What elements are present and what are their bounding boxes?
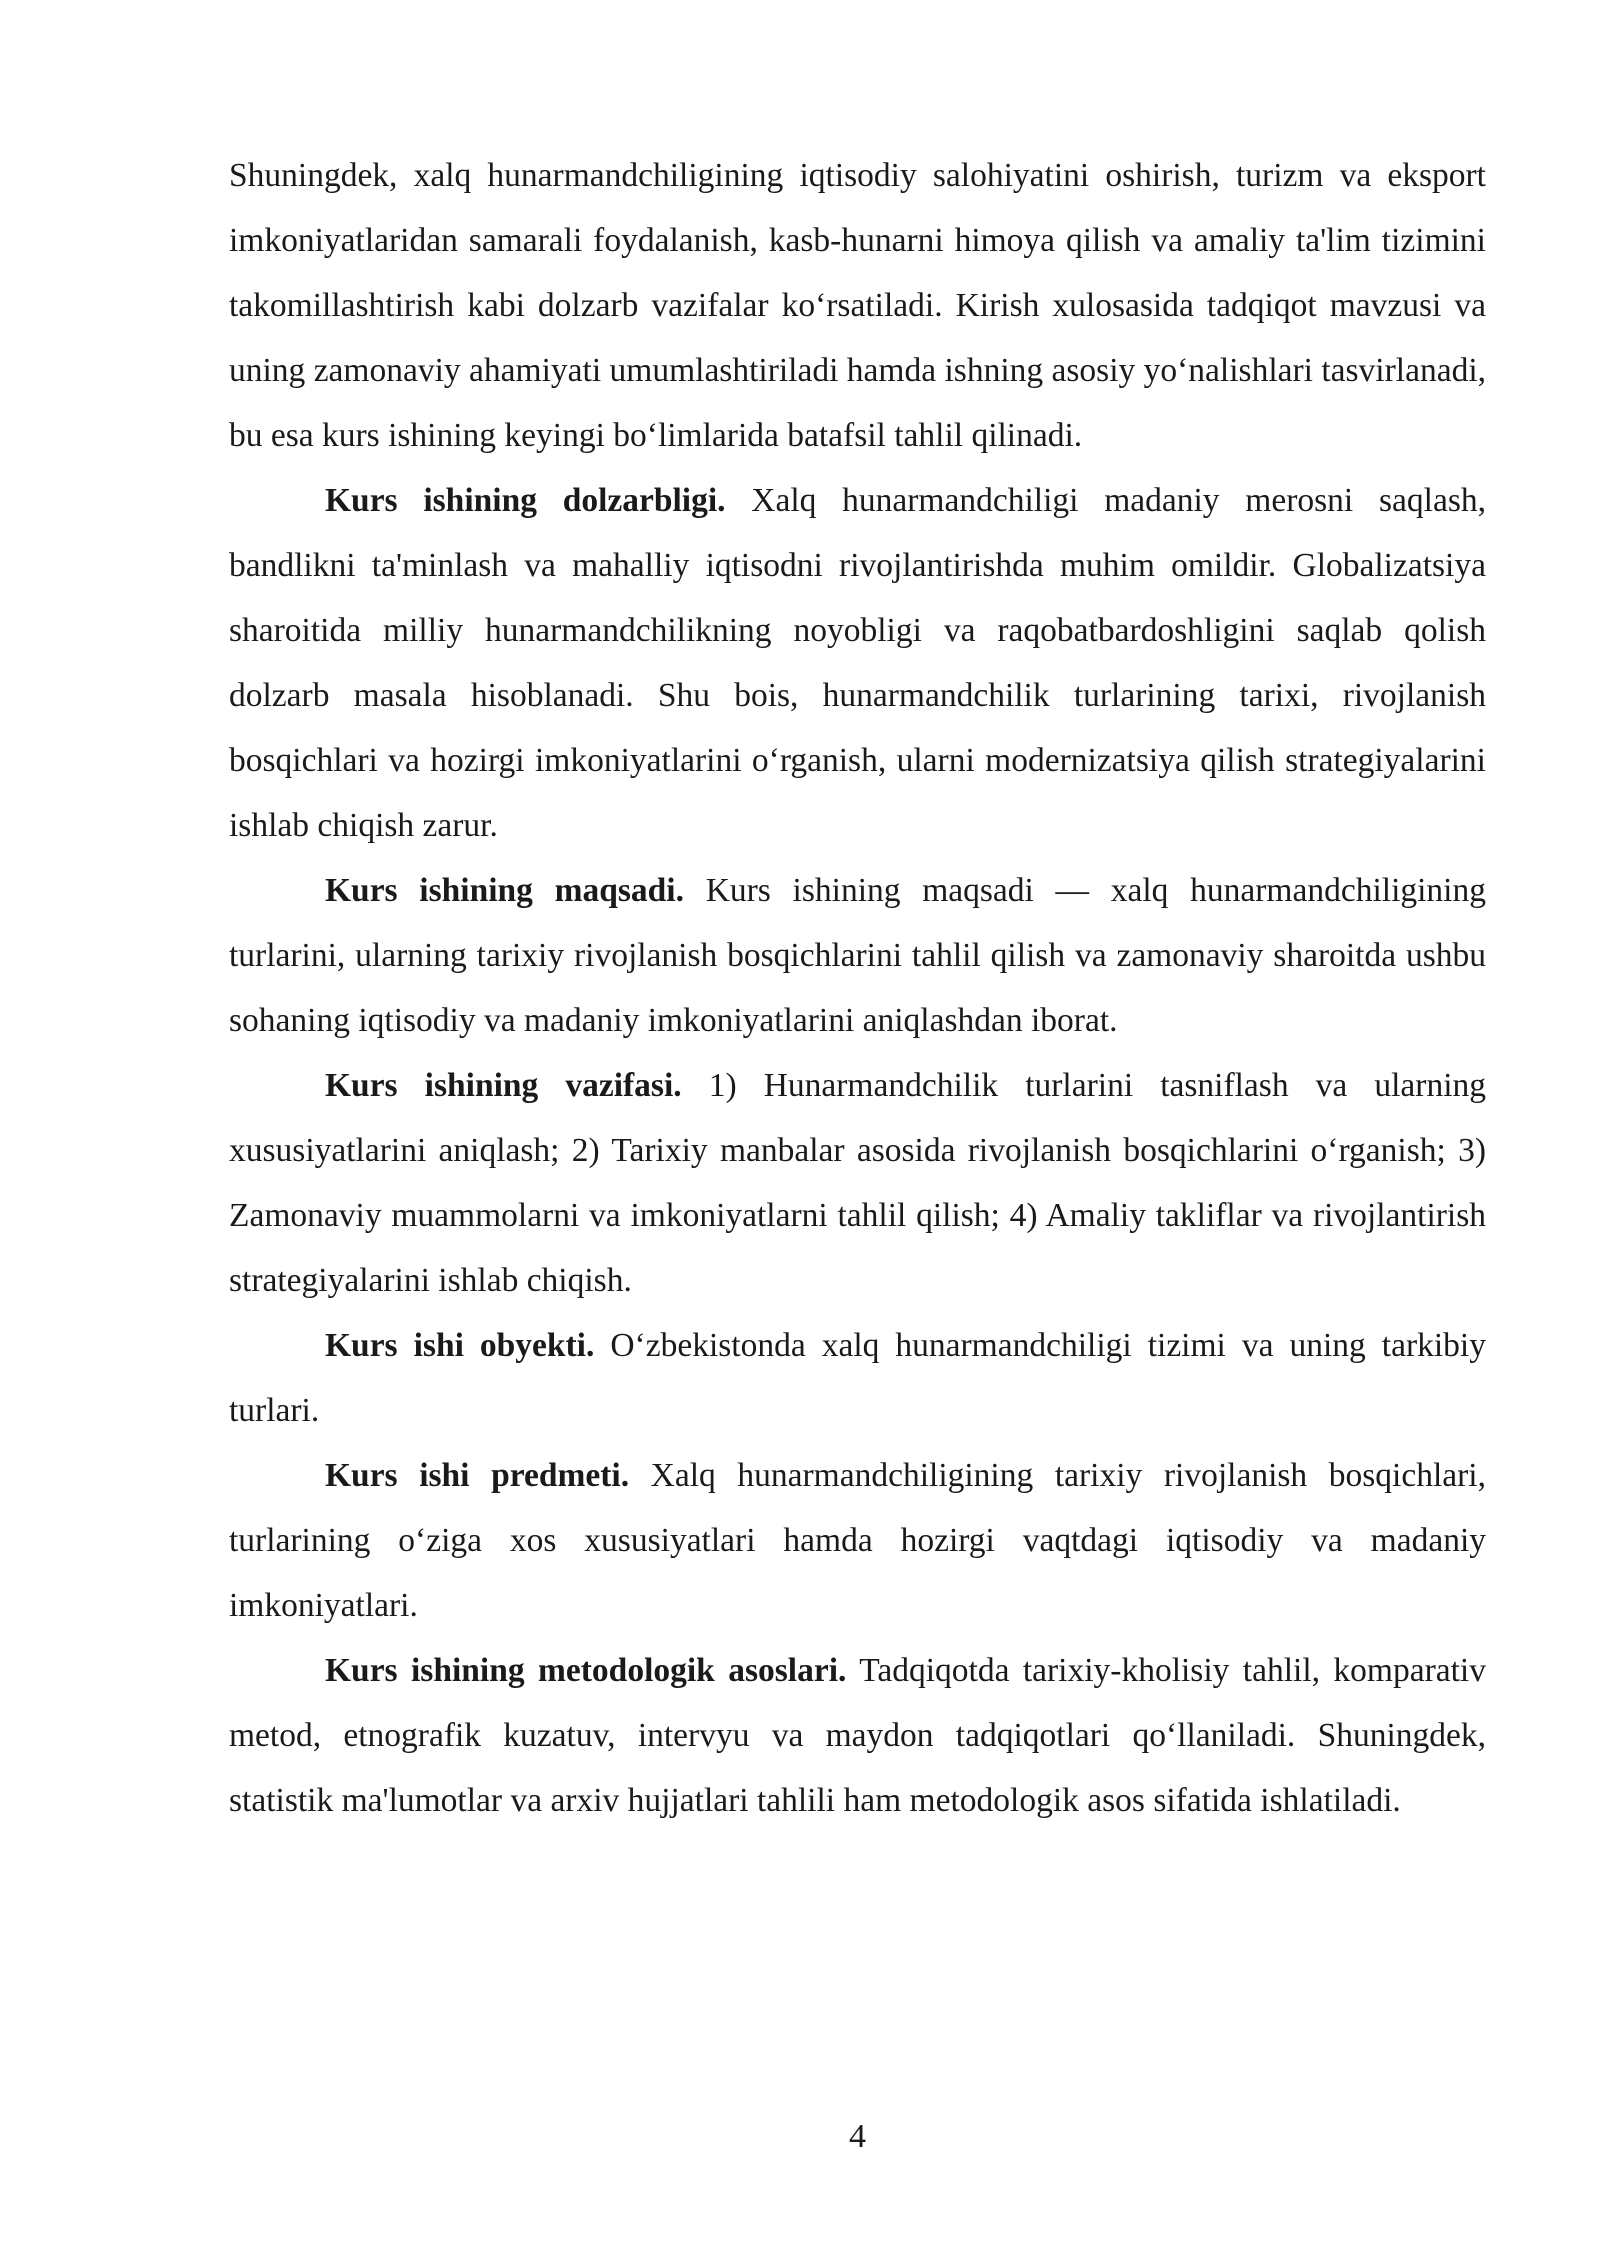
paragraph-heading: Kurs ishi obyekti. [325, 1327, 595, 1364]
paragraph-methodology [229, 1638, 1486, 1833]
paragraph-heading: Kurs ishining vazifasi. [325, 1067, 682, 1104]
page-number: 4 [849, 2118, 866, 2155]
paragraph-subject [229, 1443, 1486, 1638]
paragraph-object [229, 1313, 1486, 1443]
paragraph-text: Xalq hunarmandchiligining tarixiy rivojlanish bosqichlari, turlarining o‘ziga xos xususiyatlari hamda hozirgi vaqtdagi iqtisodiy va madaniy imkoniyatlari. [229, 1457, 1486, 1624]
paragraph-goal [229, 858, 1486, 1053]
paragraph-text: 1) Hunarmandchilik turlarini tasniflash va ularning xususiyatlarini aniqlash; 2) Tarixiy manbalar asosida rivojlanish bosqichlarini o‘rganish; 3) Zamonaviy muammolarni va imkoniyatlarni tahlil qilish; 4) Amaliy takliflar va rivojlantirish strategiyalarini ishlab chiqish. [229, 1067, 1486, 1299]
paragraph-text: Shuningdek, xalq hunarmandchiligining iqtisodiy salohiyatini oshirish, turizm va eksport imkoniyatlaridan samarali foydalanish, kasb-hunarni himoya qilish va amaliy ta'lim tizimini takomillashtirish kabi dolzarb vazifalar ko‘rsatiladi. Kirish xulosasida tadqiqot mavzusi va uning zamonaviy ahamiyati umumlashtiriladi hamda ishning asosiy yo‘nalishlari tasvirlanadi, bu esa kurs ishining keyingi bo‘limlarida batafsil tahlil qilinadi. [229, 157, 1486, 454]
paragraph-intro-continuation [229, 143, 1486, 468]
paragraph-text: Kurs ishining maqsadi — xalq hunarmandchiligining turlarini, ularning tarixiy rivojlanish bosqichlarini tahlil qilish va zamonaviy sharoitda ushbu sohaning iqtisodiy va madaniy imkoniyatlarini aniqlashdan iborat. [229, 872, 1486, 1039]
paragraph-text: Tadqiqotda tarixiy-kholisiy tahlil, komparativ metod, etnografik kuzatuv, intervyu va maydon tadqiqotlari qo‘llaniladi. Shuningdek, statistik ma'lumotlar va arxiv hujjatlari tahlili ham metodologik asos sifatida ishlatiladi. [229, 1652, 1486, 1819]
paragraph-text: O‘zbekistonda xalq hunarmandchiligi tizimi va uning tarkibiy turlari. [229, 1327, 1486, 1429]
document-body [229, 143, 1486, 1833]
paragraph-tasks [229, 1053, 1486, 1313]
paragraph-relevance [229, 468, 1486, 858]
paragraph-text: Xalq hunarmandchiligi madaniy merosni saqlash, bandlikni ta'minlash va mahalliy iqtisodni rivojlantirishda muhim omildir. Globalizatsiya sharoitida milliy hunarmandchilikning noyobligi va raqobatbardoshligini saqlab qolish dolzarb masala hisoblanadi. Shu bois, hunarmandchilik turlarining tarixi, rivojlanish bosqichlari va hozirgi imkoniyatlarini o‘rganish, ularni modernizatsiya qilish strategiyalarini ishlab chiqish zarur. [229, 482, 1486, 844]
paragraph-heading: Kurs ishi predmeti. [325, 1457, 630, 1494]
paragraph-heading: Kurs ishining dolzarbligi. [325, 482, 726, 519]
paragraph-heading: Kurs ishining maqsadi. [325, 872, 684, 909]
paragraph-heading: Kurs ishining metodologik asoslari. [325, 1652, 847, 1689]
